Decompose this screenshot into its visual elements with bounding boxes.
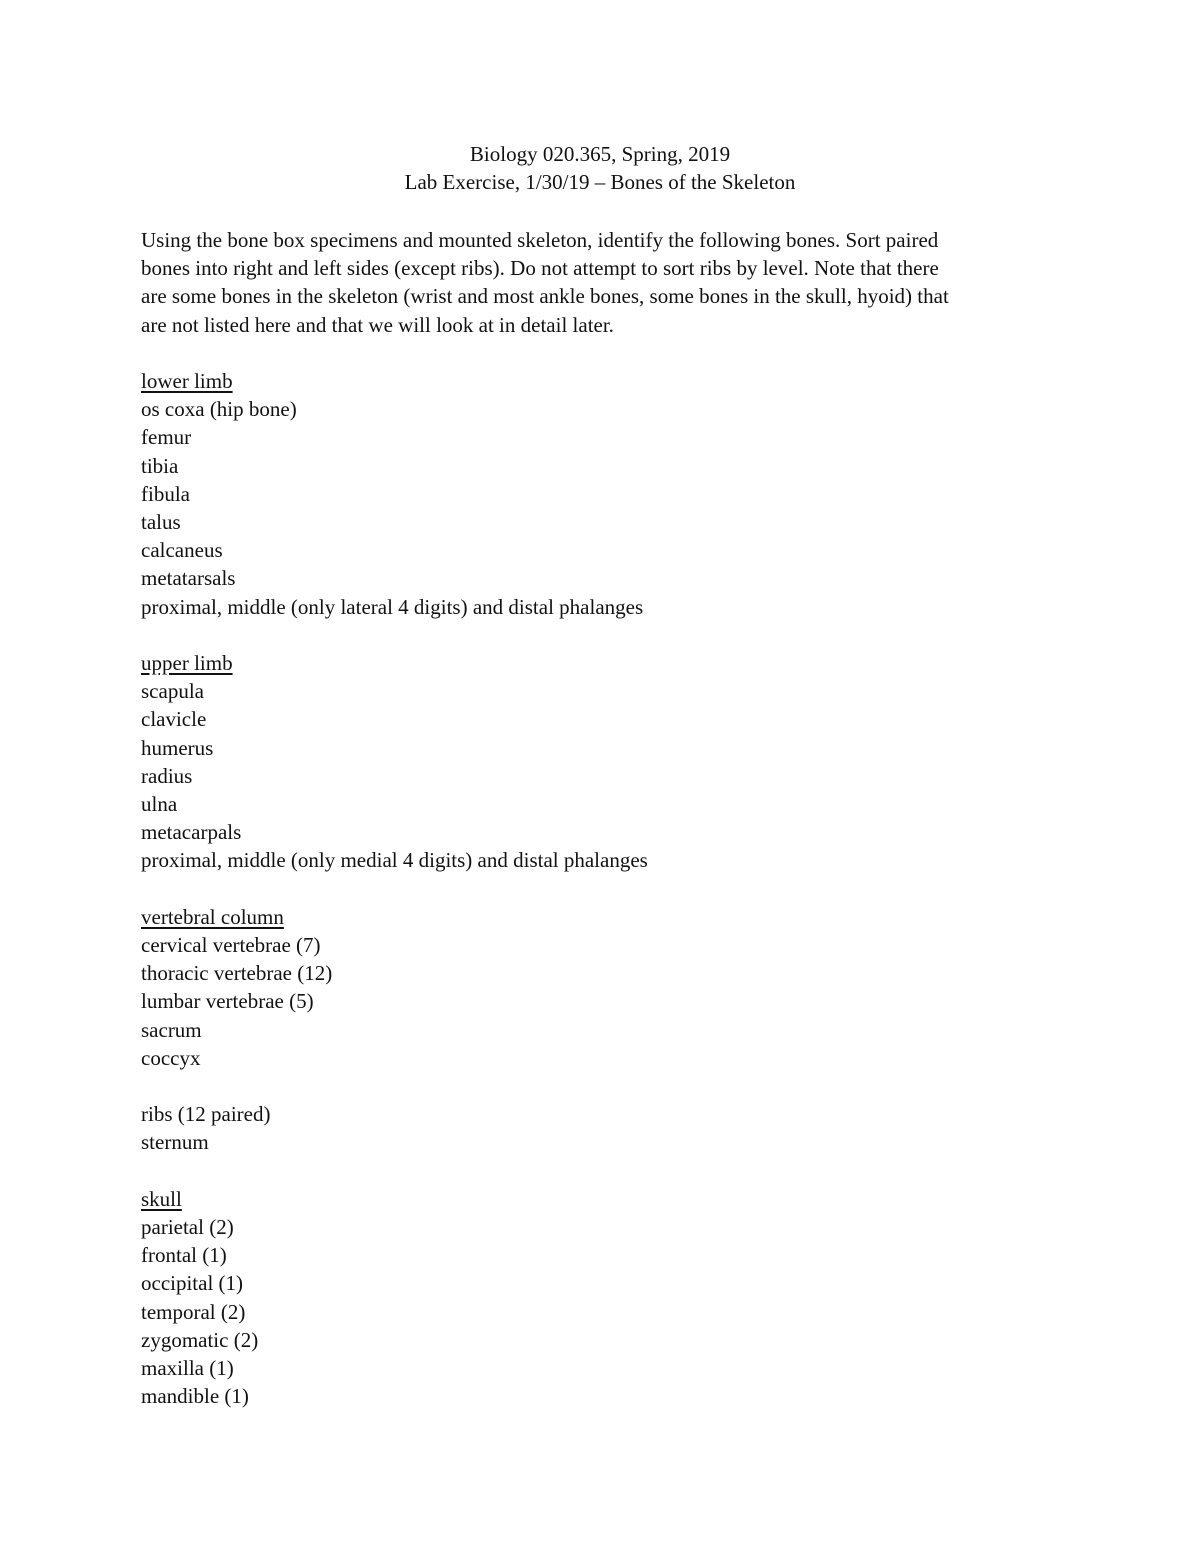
intro-line: bones into right and left sides (except ribs). Do not attempt to sort ribs by level. Note that there bbox=[141, 256, 939, 281]
list-item: mandible (1) bbox=[141, 1384, 249, 1409]
section-heading: upper limb bbox=[141, 651, 233, 676]
section-heading: skull bbox=[141, 1186, 182, 1211]
list-item: scapula bbox=[141, 679, 204, 704]
section-heading: lower limb bbox=[141, 369, 233, 393]
list-item: ribs (12 paired) bbox=[141, 1102, 271, 1127]
list-item: humerus bbox=[141, 735, 214, 760]
list-item: lumbar vertebrae (5) bbox=[141, 989, 314, 1014]
section-skull bbox=[141, 1185, 1061, 1411]
list-item: coccyx bbox=[141, 1045, 201, 1070]
list-item: sternum bbox=[141, 1130, 209, 1155]
list-item: fibula bbox=[141, 481, 190, 506]
exercise-title: Lab Exercise, 1/30/19 – Bones of the Skeleton bbox=[404, 170, 796, 194]
section-vertebral-column bbox=[141, 903, 1061, 1072]
list-item: femur bbox=[141, 425, 192, 450]
list-item: talus bbox=[141, 510, 181, 535]
list-item: maxilla (1) bbox=[141, 1356, 234, 1381]
section-upper-limb bbox=[141, 649, 1061, 875]
list-item: cervical vertebrae (7) bbox=[141, 933, 321, 958]
list-item: proximal, middle (only lateral 4 digits) and distal phalanges bbox=[141, 594, 644, 619]
list-item: metatarsals bbox=[141, 566, 236, 591]
document-header bbox=[0, 140, 1200, 196]
section-ribs-sternum bbox=[141, 1100, 1061, 1156]
list-item: tibia bbox=[141, 453, 179, 478]
list-item: frontal (1) bbox=[141, 1243, 227, 1268]
list-item: temporal (2) bbox=[141, 1299, 246, 1324]
section-heading: vertebral column bbox=[141, 904, 284, 929]
list-item: metacarpals bbox=[141, 820, 242, 845]
intro-line: are not listed here and that we will look at in detail later. bbox=[141, 312, 614, 337]
course-title: Biology 020.365, Spring, 2019 bbox=[469, 142, 731, 166]
list-item: radius bbox=[141, 763, 193, 788]
list-item: occipital (1) bbox=[141, 1271, 244, 1296]
document-body bbox=[141, 226, 1061, 1410]
list-item: calcaneus bbox=[141, 538, 223, 563]
list-item: os coxa (hip bone) bbox=[141, 397, 297, 422]
section-lower-limb bbox=[141, 367, 1061, 621]
intro-line: Using the bone box specimens and mounted skeleton, identify the following bones. Sort paired bbox=[141, 228, 939, 252]
list-item: thoracic vertebrae (12) bbox=[141, 961, 333, 986]
list-item: parietal (2) bbox=[141, 1215, 234, 1240]
list-item: ulna bbox=[141, 792, 178, 817]
list-item: proximal, middle (only medial 4 digits) and distal phalanges bbox=[141, 848, 648, 873]
list-item: sacrum bbox=[141, 1017, 202, 1042]
intro-line: are some bones in the skeleton (wrist and most ankle bones, some bones in the skull, hyoid) that bbox=[141, 284, 949, 309]
intro-paragraph bbox=[141, 226, 1061, 339]
list-item: clavicle bbox=[141, 707, 207, 732]
list-item: zygomatic (2) bbox=[141, 1327, 259, 1352]
